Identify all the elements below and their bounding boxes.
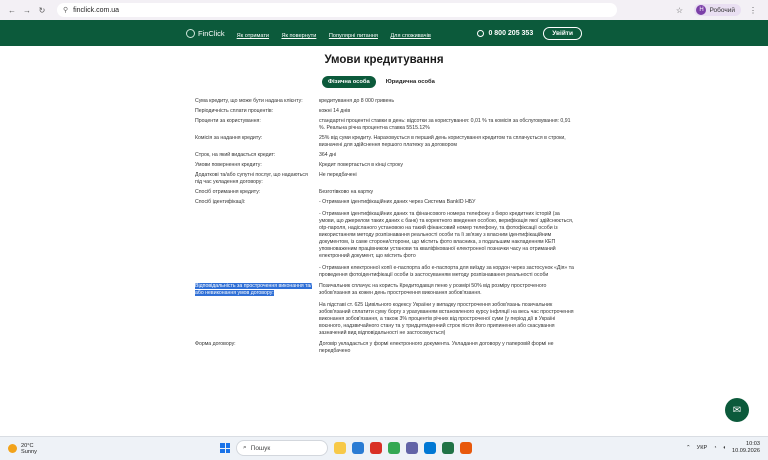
excel-icon[interactable] [442,442,454,454]
site-logo[interactable] [186,29,225,38]
term-label-text: Відповідальність за прострочення виконання та/або невиконання умов договору: [195,283,312,296]
term-value-paragraph: кожні 14 днів [319,108,351,114]
clock-time: 10:03 [746,441,760,447]
profile-button[interactable] [694,4,741,16]
term-label [195,152,319,159]
weather-widget[interactable] [0,443,37,455]
volume-icon[interactable]: ◖ [722,445,726,451]
search-label: Пошук [250,444,271,452]
term-value [319,108,575,115]
nav-faq[interactable]: Популярні питання [328,33,378,39]
term-value-paragraph: Безготівково на картку [319,189,374,195]
term-label [195,341,319,355]
term-label [195,135,319,149]
term-value [319,172,575,186]
term-label-text: Проценти за користування: [195,118,261,124]
term-label-text: Умови повернення кредиту: [195,162,262,168]
system-tray [686,441,760,455]
terms-row [195,341,575,355]
term-label-text: Сума кредиту, що може бути надана клієнту: [195,98,303,104]
login-button[interactable]: Увійти [543,27,582,40]
start-icon[interactable] [220,443,230,453]
nav-for-consumers[interactable]: Для споживачів [390,33,431,39]
profile-label: Робочий [709,6,735,14]
term-label [195,108,319,115]
reload-icon[interactable]: ↻ [38,5,46,15]
clock-date: 10.09.2026 [732,448,760,454]
term-label-text: Періодичність сплати процентів: [195,108,274,114]
terms-row [195,162,575,169]
term-value [319,152,575,159]
outlook-icon[interactable] [424,442,436,454]
tab-individual[interactable]: Фізична особа [322,76,376,88]
term-value-paragraph: - Отримання ідентифікаційних даних через Система BankID НБУ [319,199,476,205]
sun-icon [8,444,17,453]
nav-how-to-get[interactable]: Як отримати [236,33,270,39]
term-value-paragraph: Позичальник сплачує на користь Кредитодавця пеню у розмірі 50% від розміру простроченого зобов'язання за кожен день прострочення виконання зобов'язання. [319,283,547,296]
term-value [319,341,575,355]
phone-number: 0 800 205 353 [488,29,534,37]
term-label [195,162,319,169]
term-value [319,283,575,337]
chrome-icon[interactable] [388,442,400,454]
term-label [195,98,319,105]
term-label [195,172,319,186]
search-icon: ⌕ [243,444,247,451]
term-label [195,118,319,132]
chevron-up-icon[interactable]: ⌃ [685,445,691,451]
logo-text: FinClick [198,28,225,38]
term-value [319,135,575,149]
term-value-paragraph: кредитування до 8 000 гривень [319,98,395,104]
term-value-paragraph: Не передбачені [319,172,357,178]
term-value-paragraph: Договір укладається у формі електронного документа. Укладання договору у паперовій формі не передбачено [319,341,554,354]
terms-row [195,135,575,149]
teams-icon[interactable] [406,442,418,454]
phone-link[interactable] [477,30,533,37]
terms-row [195,108,575,115]
term-label-text: Спосіб отримання кредиту: [195,189,261,195]
term-label-text: Комісія за надання кредиту: [195,135,263,141]
page-title: Умови кредитування [324,54,444,66]
app-icon[interactable] [370,442,382,454]
chat-button[interactable] [725,398,749,422]
terms-row [195,118,575,132]
terms-table [195,98,575,355]
term-value [319,118,575,132]
nav-how-to-repay[interactable]: Як повернути [281,33,317,39]
tab-legal-entity[interactable]: Юридична особа [385,79,435,85]
app-icon[interactable] [460,442,472,454]
back-icon[interactable]: ← [8,5,16,15]
term-value-paragraph: - Отримання ідентифікаційних даних та фінансового номера телефону з бюро кредитних історій (за умови, що джерелом таких даних є банк) та коректного введення особою, верифікація якої здійснюється, otp-пароля, надісланого установою на такий фінансовий номер телефону, та фотофіксації особи із використанням методу розпізнавання реальності особи та її зв'язку з власним ідентифікаційним документом, із саме сторони/сторони, що містить фото власника, з подальшим накладенням КЕП уповноваженим працівником установи та кваліфікованої електронної позначки часу на отриманий електронний документ, що містить фото [319,211,574,259]
terms-row [195,152,575,159]
address-bar[interactable] [57,3,617,17]
menu-icon[interactable]: ⋮ [749,5,757,15]
term-value-paragraph: стандартні процентні ставки в день: відсотки за користування: 0,01 % та комісія за обслуговування: 0,91 %. Реальна річна процентна ставка 5515.12% [319,118,571,131]
terms-row [195,189,575,196]
taskbar [0,436,768,460]
language-indicator[interactable]: УКР [696,445,708,451]
term-label-text: Строк, на який видається кредит: [195,152,276,158]
term-value-paragraph: Кредит повертається в кінці строку [319,162,403,168]
term-value [319,199,575,279]
term-value-paragraph: - Отримання електронної копії е-паспорта або е-паспорта для виїзду за кордон через застосунок «Дія» та проведення фотоідентифікації особи із застосуванням методу розпізнавання реальності особи [319,265,574,278]
browser-toolbar [0,0,768,20]
term-value-paragraph: 25% від суми кредиту. Нараховується в перший день користування кредитом та сплачується в строки, визначені для здійснення першого платежу за договором [319,135,566,148]
bookmark-icon[interactable]: ☆ [675,5,684,15]
avatar: Н [696,5,706,15]
weather-condition: Sunny [21,448,37,455]
term-label [195,189,319,196]
site-info-icon[interactable]: ⚲ [63,7,69,14]
term-value [319,189,575,196]
terms-row [195,283,575,337]
term-label-text: Форма договору: [195,341,236,347]
phone-icon [477,30,484,37]
weather-temp: 20°C [21,442,34,449]
terms-row [195,199,575,279]
tab-bar [322,76,439,88]
url-text: finclick.com.ua [73,6,120,14]
term-label-text: Додаткові та/або супутні послуг, що надаються під час укладення договору: [195,172,308,185]
clock[interactable] [732,441,760,455]
term-value [319,162,575,169]
site-header [0,20,768,46]
term-label [195,199,319,279]
main-nav [237,24,439,42]
logo-icon [186,29,195,38]
chat-icon: ✉ [732,404,742,416]
term-label-text: Спосіб ідентифікації: [195,199,246,205]
terms-row [195,98,575,105]
term-value-paragraph: 364 дні [319,152,337,158]
terms-row [195,172,575,186]
term-label [195,283,319,337]
term-value [319,98,575,105]
edge-icon[interactable] [352,442,364,454]
taskbar-search[interactable] [236,440,328,456]
file-explorer-icon[interactable] [334,442,346,454]
wifi-icon[interactable]: ◔ [713,445,717,451]
term-value-paragraph: На підставі ст. 625 Цивільного кодексу України у випадку прострочення зобов'язань позичальник зобов'язаний сплатити суму боргу з урахуванням встановленого курсу інфляції на весь час прострочення виконання зобов'язання, а також 3% процентів річних від простроченої суми (у період дії в Україні воєнного, надзвичайного стану та у тридцятиденний строк після його припинення або скасування зазначений вид відповідальності не застосовується) [319,302,574,336]
forward-icon[interactable]: → [23,5,31,15]
